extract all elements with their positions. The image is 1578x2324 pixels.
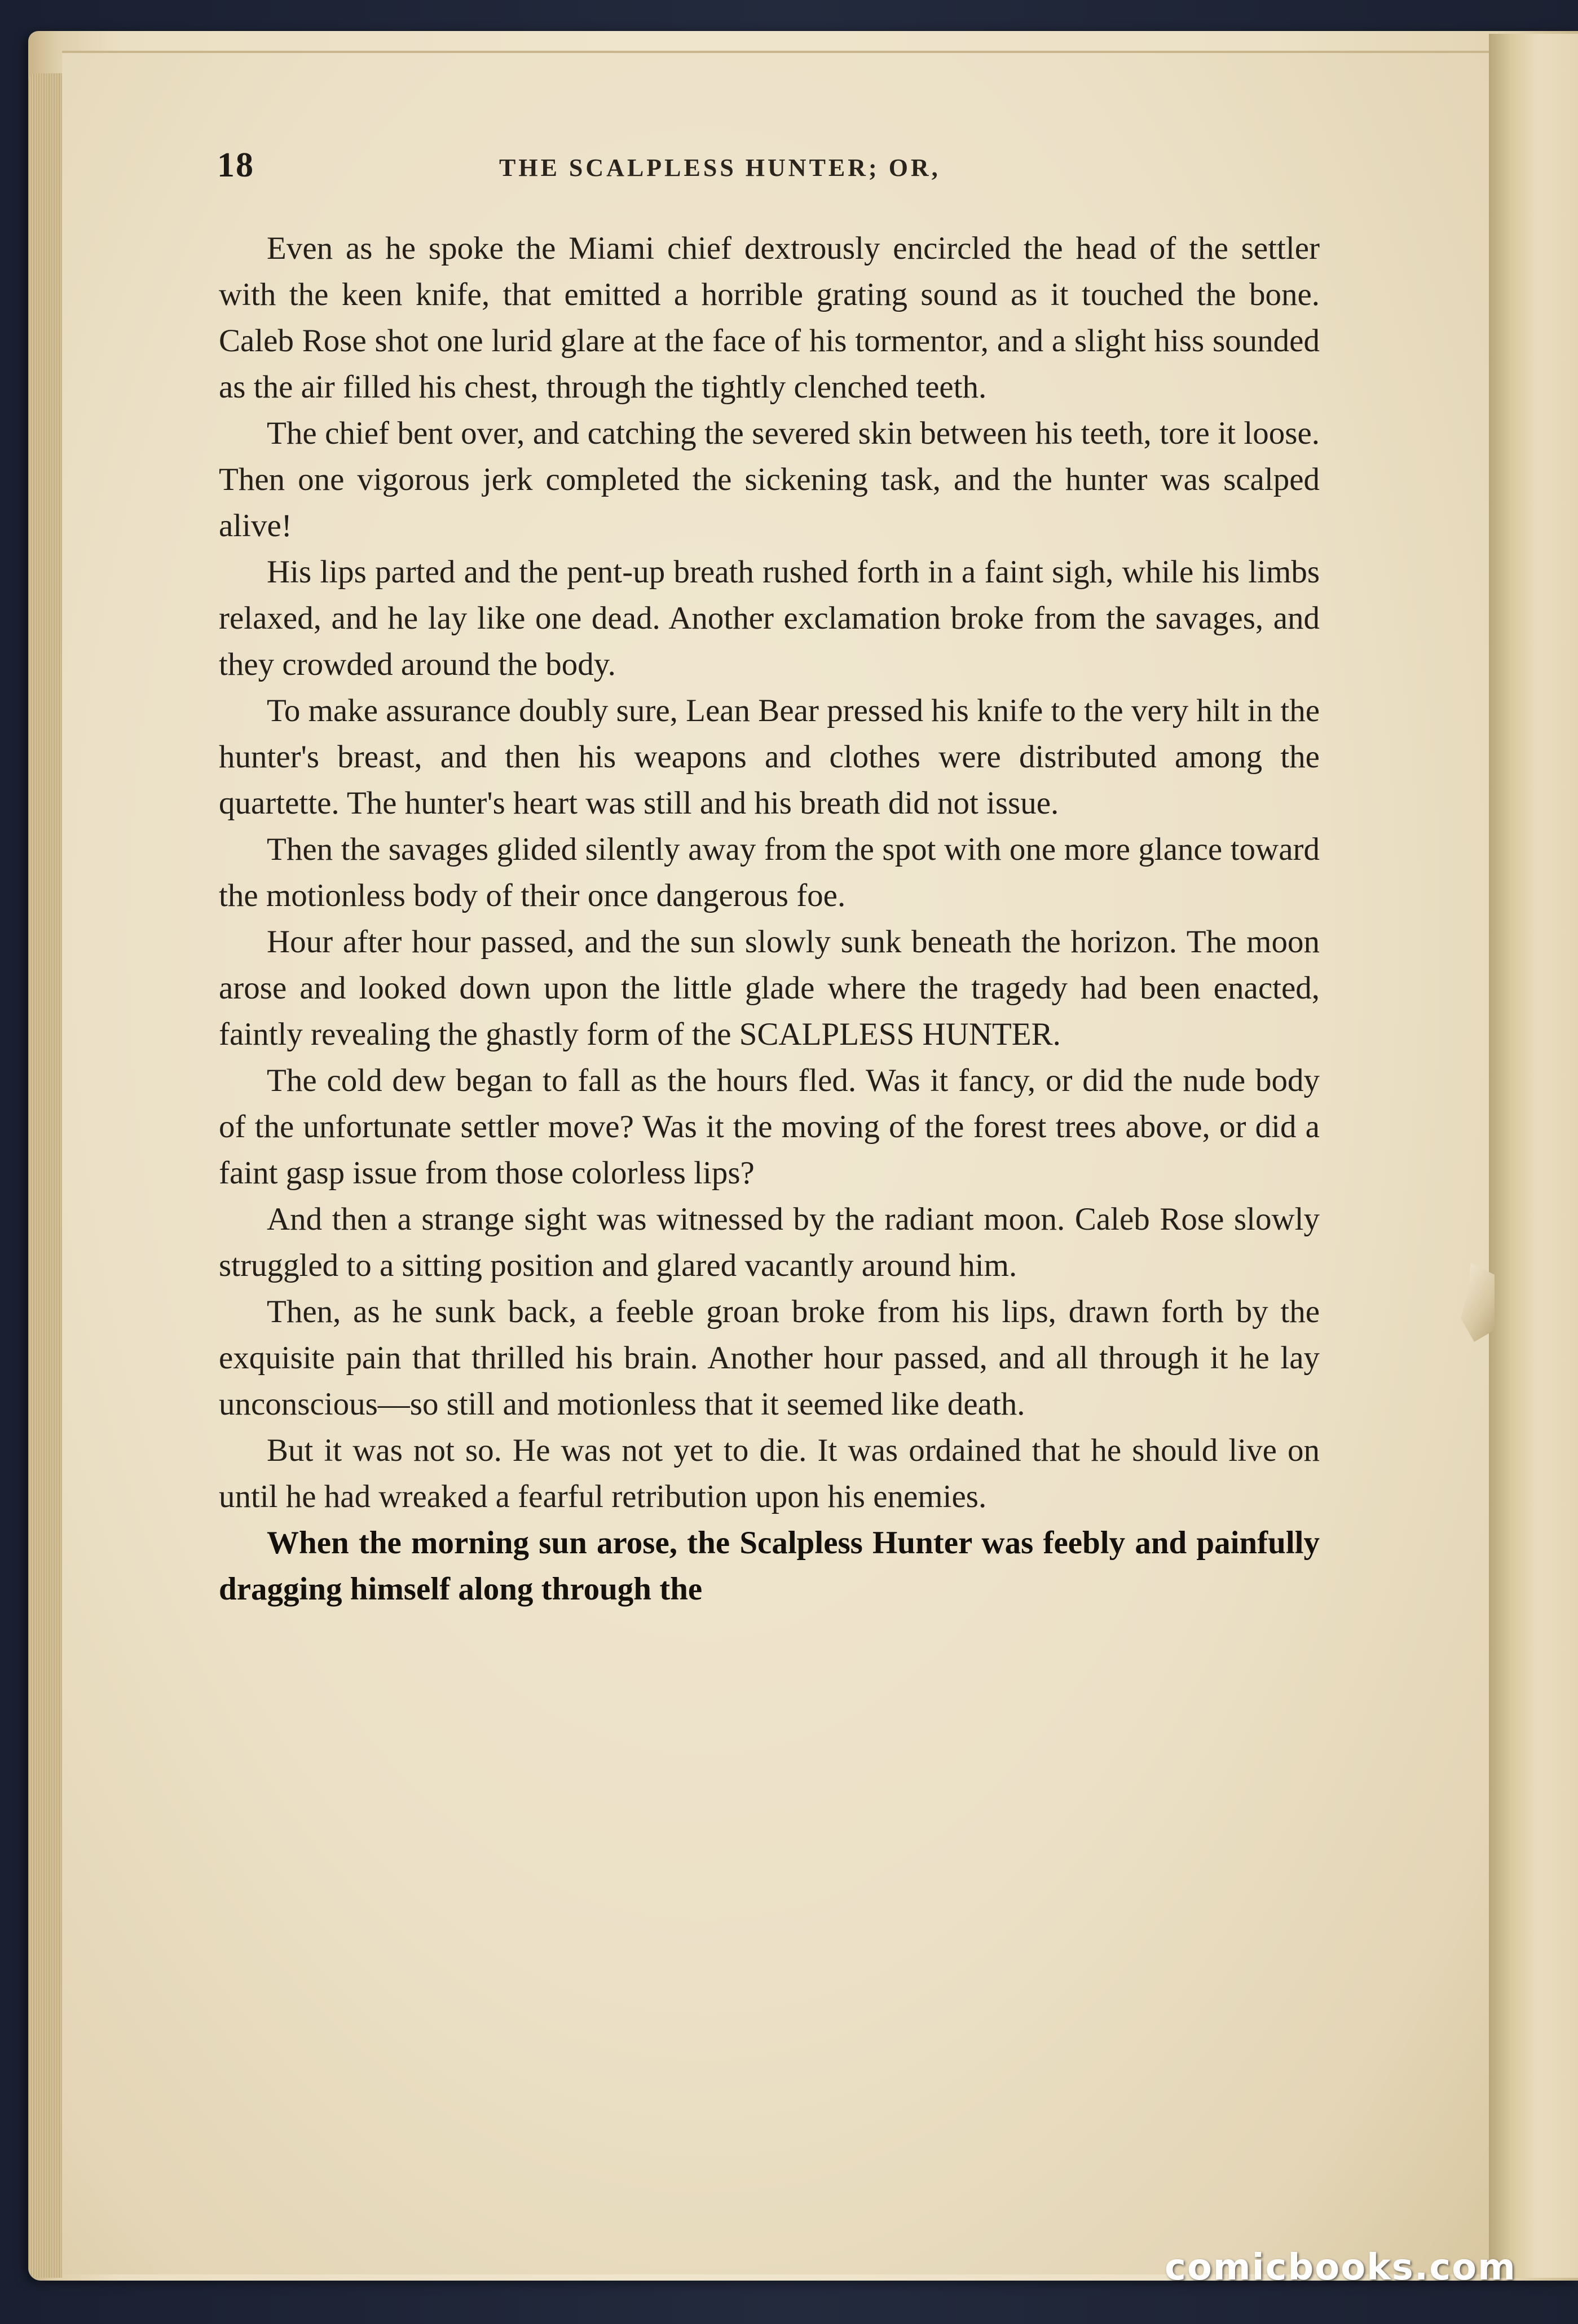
paragraph: The chief bent over, and catching the severed skin between his teeth, tore it loose. Then one vigorous jerk completed the sickening task, and the hunter was scalped alive!	[219, 416, 1320, 544]
body-text	[219, 226, 1320, 1612]
paragraph: Hour after hour passed, and the sun slowly sunk beneath the horizon. The moon arose and looked down upon the little glade where the tragedy had been enacted, faintly revealing the ghastly form of the SCALPLESS HUNTER.	[219, 924, 1320, 1052]
paragraph: But it was not so. He was not yet to die. It was ordained that he should live on until he had wreaked a fearful retribution upon his enemies.	[219, 1433, 1320, 1514]
paragraph: Even as he spoke the Miami chief dextrously encircled the head of the settler with the keen knife, that emitted a horrible grating sound as it touched the bone. Caleb Rose shot one lurid glare at the face of his tormentor, and a slight hiss sounded as the air filled his chest, through the tightly clenched teeth.	[219, 231, 1320, 405]
page-header	[217, 145, 1323, 191]
page-number: 18	[217, 146, 254, 184]
paragraph: To make assurance doubly sure, Lean Bear pressed his knife to the very hilt in the hunter's breast, and then his weapons and clothes were distributed among the quartette. The hunter's heart was still and his breath did not issue.	[219, 693, 1320, 821]
page-edges	[28, 73, 62, 2278]
paragraph: Then the savages glided silently away from the spot with one more glance toward the motionless body of their once dangerous foe.	[219, 832, 1320, 913]
paragraph: His lips parted and the pent-up breath rushed forth in a faint sigh, while his limbs relaxed, and he lay like one dead. Another exclamation broke from the savages, and they crowded around the body.	[219, 554, 1320, 682]
paragraph: The cold dew began to fall as the hours fled. Was it fancy, or did the nude body of the unfortunate settler move? Was it the moving of the forest trees above, or did a faint gasp issue from those colorless lips?	[219, 1063, 1320, 1191]
running-head: THE SCALPLESS HUNTER; OR,	[499, 154, 941, 182]
paragraph: Then, as he sunk back, a feeble groan broke from his lips, drawn forth by the exquisite pain that thrilled his brain. Another hour passed, and all through it he lay unconscious—so still and motionless that it seemed like death.	[219, 1294, 1320, 1422]
paragraph: And then a strange sight was witnessed by the radiant moon. Caleb Rose slowly struggled to a sitting position and glared vacantly around him.	[219, 1201, 1320, 1283]
book-gutter	[1489, 34, 1578, 2278]
site-watermark: comicbooks.com	[1165, 2247, 1517, 2288]
paragraph: When the morning sun arose, the Scalpless Hunter was feebly and painfully dragging himself along through the	[219, 1525, 1320, 1607]
